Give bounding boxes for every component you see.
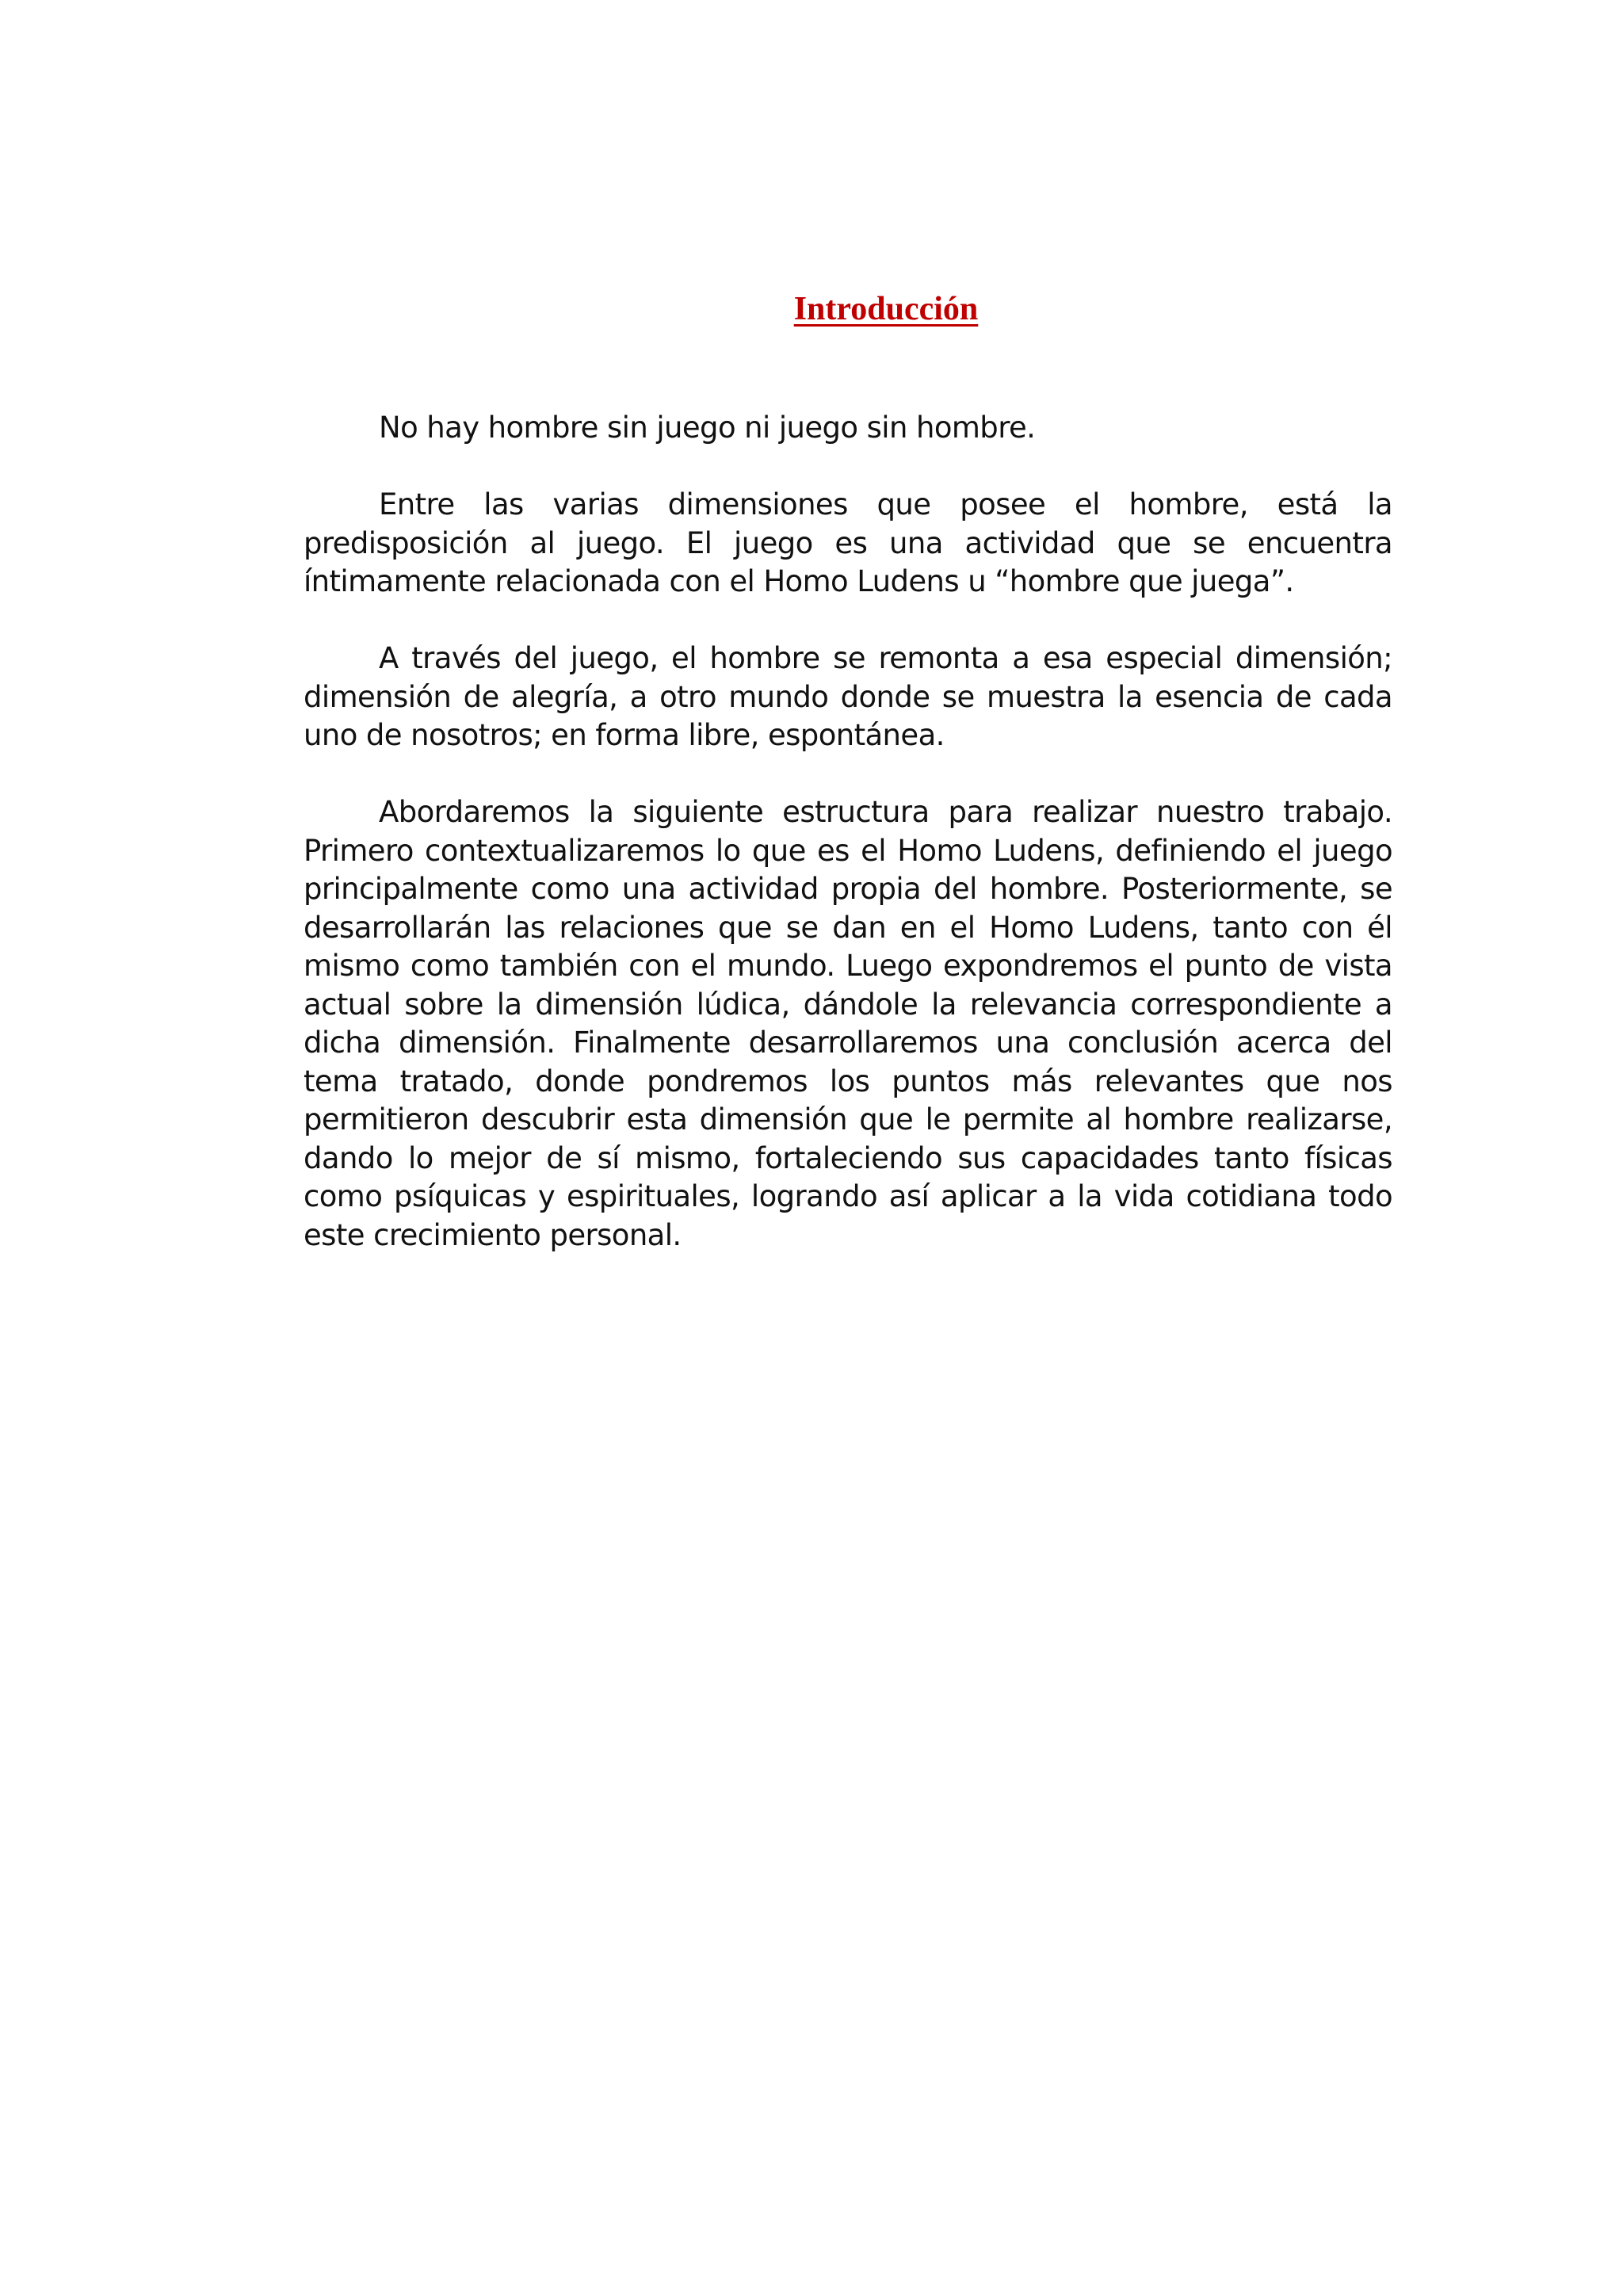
paragraph: A través del juego, el hombre se remonta a esa especial dimensión; dimensión de alegría, a otro mundo donde se muestra la esencia de cada uno de nosotros; en forma libre, espontánea. — [304, 641, 1392, 752]
body-text — [304, 409, 1392, 1293]
paragraph: No hay hombre sin juego ni juego sin hombre. — [379, 411, 1036, 445]
paragraph: Entre las varias dimensiones que posee el hombre, está la predisposición al juego. El juego es una actividad que se encuentra íntimamente relacionada con el Homo Ludens u “hombre que juega”. — [304, 487, 1392, 598]
page-title: Introducción — [793, 291, 979, 327]
paragraph: Abordaremos la siguiente estructura para realizar nuestro trabajo. Primero contextualizaremos lo que es el Homo Ludens, definiendo el juego principalmente como una actividad propia del hombre. Posteriormente, se desarrollarán las relaciones que se dan en el Homo Ludens, tanto con él mismo como también con el mundo. Luego expondremos el punto de vista actual sobre la dimensión lúdica, dándole la relevancia correspondiente a dicha dimensión. Finalmente desarrollaremos una conclusión acerca del tema tratado, donde pondremos los puntos más relevantes que nos permitieron descubrir esta dimensión que le permite al hombre realizarse, dando lo mejor de sí mismo, fortaleciendo sus capacidades tanto físicas como psíquicas y espirituales, logrando así aplicar a la vida cotidiana todo este crecimiento personal. — [304, 795, 1392, 1252]
